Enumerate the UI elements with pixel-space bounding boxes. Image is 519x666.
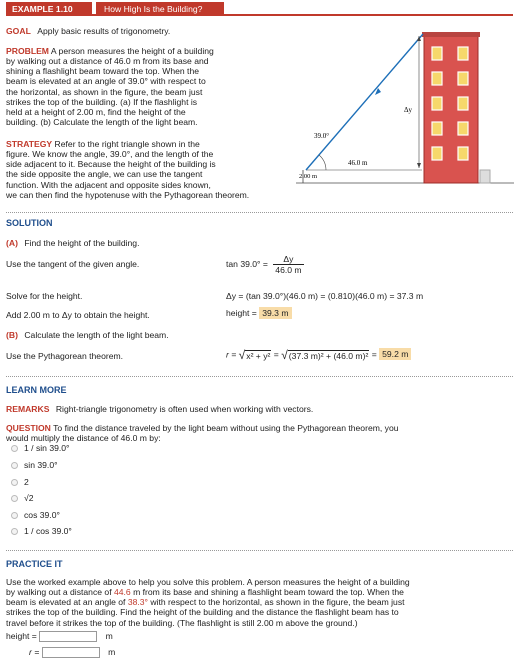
question (6, 423, 511, 443)
problem (6, 46, 288, 127)
goal-label: GOAL (6, 26, 31, 36)
equals-sign: = (371, 349, 377, 360)
r-unit: m (108, 647, 116, 657)
practice-line: strikes the top of the building. Find the height of the building and the distance the flashlight beam has to (6, 607, 399, 618)
part-b-label: (B) (6, 330, 18, 340)
option-6[interactable] (11, 526, 72, 536)
problem-line: beam is elevated at an angle of 39.0° with respect to (6, 76, 206, 87)
practice-text-segment: m from its base and shining a flashlight beam toward the top. When the (130, 587, 404, 598)
radicand-xy: x² + y² (246, 350, 271, 361)
option-4[interactable] (11, 493, 34, 503)
height-answer-label: height = (6, 631, 37, 641)
question-text: To find the distance traveled by the light beam without using the Pythagorean theorem, you (53, 423, 399, 433)
solution-label: SOLUTION (6, 218, 53, 228)
radio-button[interactable] (11, 445, 18, 452)
r-answer-label: r = (29, 647, 40, 657)
option-label: 2 (24, 477, 29, 487)
strategy (6, 139, 306, 200)
remarks (6, 404, 313, 414)
remarks-label: REMARKS (6, 404, 50, 414)
problem-line: building. (b) Calculate the length of the light beam. (6, 116, 198, 127)
height-equation: Δy = (tan 39.0°)(46.0 m) = (0.810)(46.0 m) = 37.3 m (226, 291, 424, 301)
divider (6, 550, 513, 551)
example-header (6, 2, 513, 16)
problem-line: A person measures the height of a building (50, 46, 214, 56)
r-answer: 59.2 m (379, 348, 411, 360)
divider (6, 212, 513, 213)
r-lhs: r = (226, 349, 237, 360)
problem-line: shining a flashlight beam toward the top. When the (6, 66, 199, 77)
height-unit: m (105, 631, 113, 641)
figure-angle-label: 39.0° (314, 132, 330, 140)
practice-line: Use the worked example above to help you solve this problem. A person measures the height of a building (6, 577, 410, 587)
radicand-values: (37.3 m)² + (46.0 m)² (288, 350, 369, 361)
option-label: 1 / sin 39.0° (24, 443, 70, 453)
figure-height-label: 2.00 m (299, 173, 318, 180)
part-b (6, 330, 169, 340)
height-result-lhs: height = (226, 308, 257, 318)
problem-label: PROBLEM (6, 46, 49, 56)
practice-text-segment: by walking out a distance of (6, 587, 114, 598)
strategy-line: we can then find the hypotenuse with the Pythagorean theorem. (6, 189, 250, 200)
figure-distance-label: 46.0 m (348, 159, 368, 167)
example-tag: EXAMPLE 1.10 (6, 2, 92, 14)
practice-distance-value: 44.6 (113, 587, 131, 598)
step-3-text: Add 2.00 m to Δy to obtain the height. (6, 310, 150, 320)
problem-line: by walking out a distance of 46.0 m from its base and (6, 56, 209, 67)
option-label: 1 / cos 39.0° (24, 526, 72, 536)
problem-line: held at a height of 2.00 m, find the height of the (6, 106, 186, 117)
practice-line (6, 597, 514, 607)
example-title: How High Is the Building? (96, 2, 224, 14)
option-1[interactable] (11, 443, 69, 453)
tan-denominator: 46.0 m (275, 265, 302, 276)
part-a-text: Find the height of the building. (24, 238, 140, 248)
height-result (226, 308, 292, 318)
radio-button[interactable] (11, 528, 18, 535)
part-a (6, 238, 139, 248)
goal-text: Apply basic results of trigonometry. (37, 26, 171, 36)
figure-delta-label: Δy (404, 106, 413, 114)
radio-button[interactable] (11, 512, 18, 519)
practice-line: travel before it strikes the top of the building. (The flashlight is still 2.00 m above the ground.) (6, 617, 358, 628)
radio-button[interactable] (11, 479, 18, 486)
step-2-text: Solve for the height. (6, 291, 83, 301)
goal (6, 26, 170, 36)
problem-line: the horizontal, as shown in the figure, the beam just (6, 86, 203, 97)
remarks-text: Right-triangle trigonometry is often used when working with vectors. (55, 404, 314, 414)
building-icon (422, 32, 490, 183)
practice-label: PRACTICE IT (6, 559, 63, 569)
tan-lhs: tan 39.0° = (226, 258, 268, 269)
problem-line: strikes the top of the building. (a) If the flashlight is (6, 96, 198, 107)
option-label: cos 39.0° (24, 510, 60, 520)
equals-sign: = (273, 349, 279, 360)
learn-more-label: LEARN MORE (6, 385, 67, 395)
r-answer-row (29, 647, 115, 658)
tan-numerator: Δy (273, 254, 303, 265)
practice-text (6, 577, 514, 628)
practice-line (6, 587, 514, 597)
question-label: QUESTION (6, 423, 51, 433)
part-b-text: Calculate the length of the light beam. (24, 330, 169, 340)
strategy-label: STRATEGY (6, 139, 53, 149)
option-3[interactable] (11, 477, 29, 487)
option-2[interactable] (11, 460, 58, 470)
option-label: √2 (24, 493, 34, 503)
option-label: sin 39.0° (24, 460, 58, 470)
strategy-line: the side opposite the angle, we can use the tangent (6, 169, 203, 180)
step-1-text: Use the tangent of the given angle. (6, 259, 140, 269)
practice-angle-value: 38.3° (127, 597, 148, 608)
strategy-line: side adjacent to it. Because the height of the building is (6, 159, 216, 170)
tan-equation (226, 254, 304, 275)
part-a-label: (A) (6, 238, 18, 248)
height-answer-row (6, 631, 113, 642)
question-text-2: would multiply the distance of 46.0 m by: (6, 433, 161, 444)
radio-button[interactable] (11, 495, 18, 502)
tan-fraction (273, 254, 303, 275)
step-4-text: Use the Pythagorean theorem. (6, 351, 124, 361)
building-figure (292, 20, 518, 188)
r-answer-input[interactable] (42, 647, 100, 658)
option-5[interactable] (11, 510, 60, 520)
radio-button[interactable] (11, 462, 18, 469)
practice-text-segment: with respect to the horizontal, as shown in the figure, the beam just (148, 597, 405, 608)
strategy-line: figure. We know the angle, 39.0°, and the length of the (6, 149, 214, 160)
pythagorean-equation: r = √x² + y² = √(37.3 m)² + (46.0 m)² = 59.2 m (226, 348, 411, 362)
strategy-line: Refer to the right triangle shown in the (54, 139, 200, 149)
practice-text-segment: beam is elevated at an angle of (6, 597, 128, 608)
worked-example-page (0, 2, 519, 666)
height-answer: 39.3 m (259, 307, 291, 319)
divider (6, 376, 513, 377)
height-answer-input[interactable] (39, 631, 97, 642)
strategy-line: function. With the adjacent and opposite sides known, (6, 179, 211, 190)
